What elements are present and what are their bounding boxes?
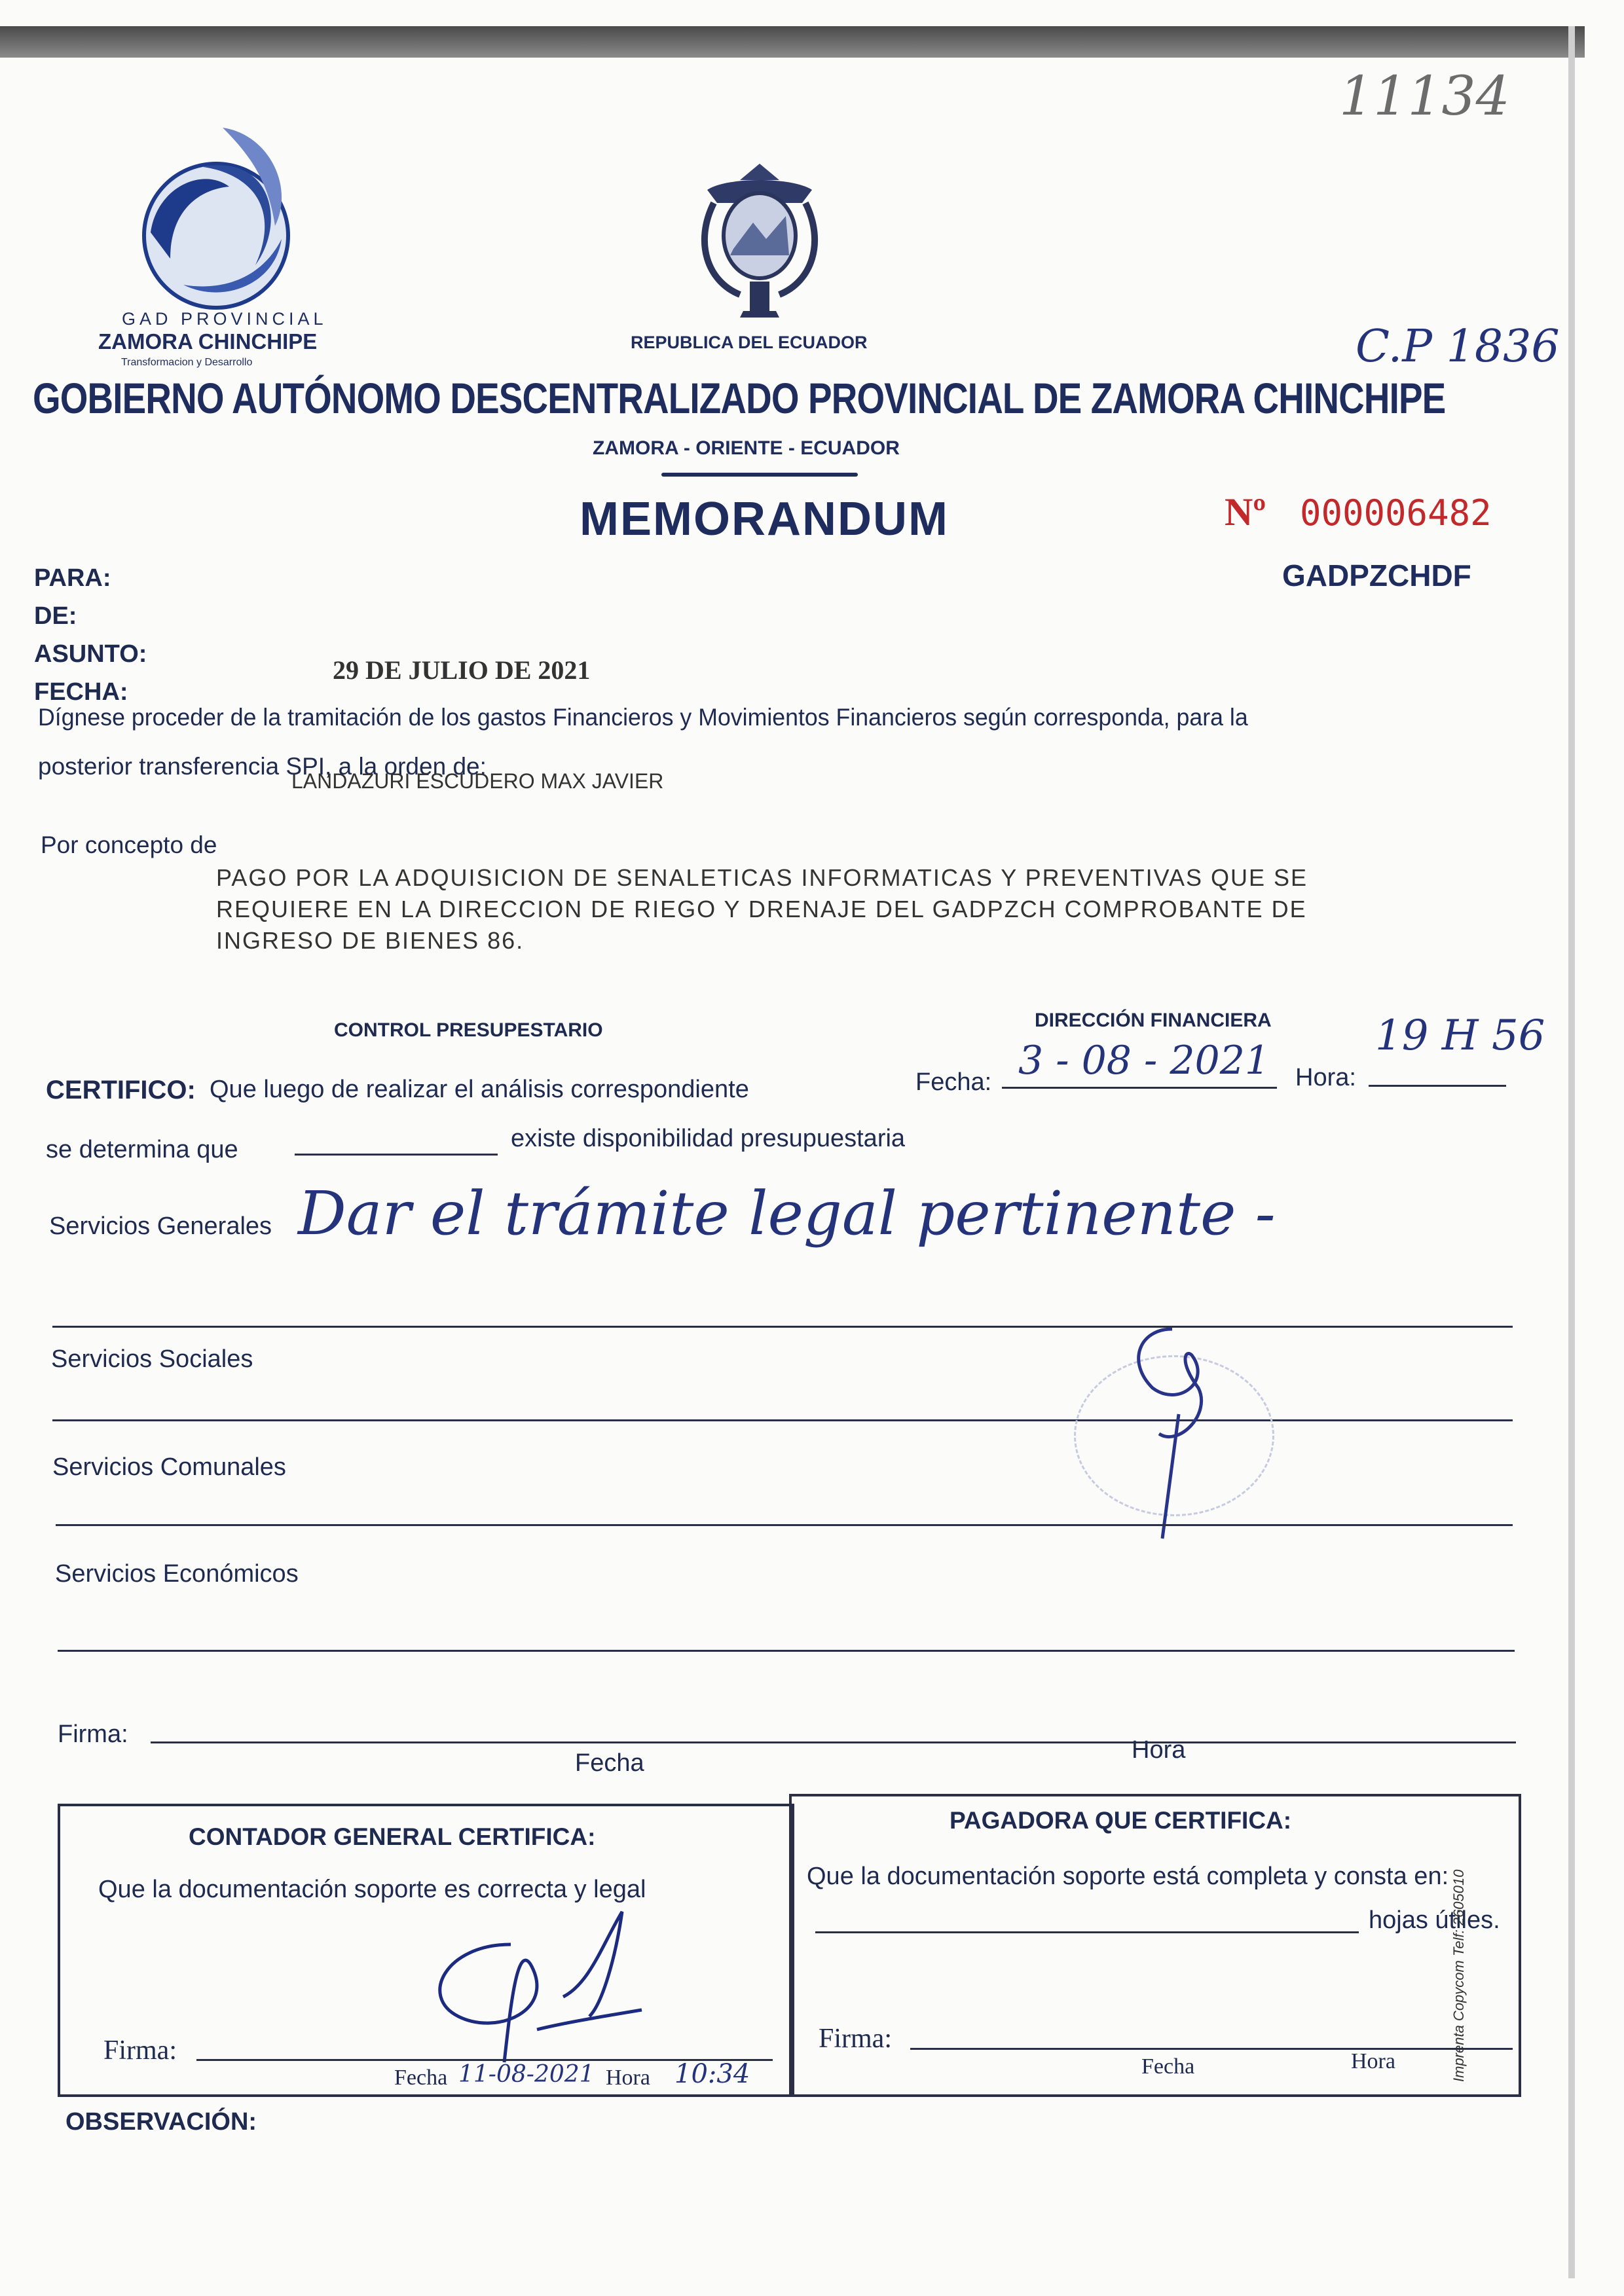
concepto-label: Por concepto de (41, 831, 217, 858)
contador-hora-label: Hora (606, 2066, 650, 2090)
contador-text: Que la documentación soporte es correcta y legal (98, 1876, 646, 1903)
determina-text: se determina que (46, 1136, 238, 1163)
contador-signature (406, 1905, 655, 2075)
logo-line1: GAD PROVINCIAL (122, 309, 327, 329)
certifico-text: Que luego de realizar el análisis correspondiente (210, 1076, 749, 1103)
coat-of-arms-icon (681, 151, 838, 321)
contador-fecha-hand: 11-08-2021 (458, 2061, 595, 2088)
control-firma-line (151, 1741, 1516, 1743)
provincial-logo (105, 115, 314, 311)
servicios-generales-label: Servicios Generales (49, 1212, 272, 1240)
economicos-line (58, 1650, 1515, 1652)
control-firma-label: Firma: (58, 1721, 128, 1748)
logo-line2: ZAMORA CHINCHIPE (98, 329, 318, 354)
memo-number: 000006482 (1300, 492, 1492, 534)
office-code: GADPZCHDF (1282, 558, 1471, 592)
comunales-line (56, 1524, 1513, 1526)
pagadora-fecha-label: Fecha (1141, 2054, 1195, 2079)
servicios-comunales-label: Servicios Comunales (52, 1453, 286, 1481)
contador-hora-hand: 10:34 (674, 2059, 750, 2089)
decorative-divider (661, 473, 858, 477)
control-hora-under: Hora (1132, 1736, 1186, 1764)
pagadora-firma-label: Firma: (819, 2024, 892, 2054)
fecha-value: 29 DE JULIO DE 2021 (333, 655, 591, 685)
label-asunto: ASUNTO: (34, 640, 147, 668)
ecuador-coat-of-arms (681, 151, 838, 321)
scan-top-border (0, 26, 1585, 58)
memorandum-title: MEMORANDUM (580, 493, 949, 545)
control-fecha-line (1002, 1087, 1277, 1089)
hojas-label: hojas útiles. (1369, 1906, 1500, 1934)
pagadora-hora-label: Hora (1351, 2049, 1395, 2073)
label-fecha: FECHA: (34, 678, 128, 706)
pagadora-title: PAGADORA QUE CERTIFICA: (950, 1807, 1292, 1834)
control-hora-line (1369, 1085, 1506, 1087)
concepto-line-3: INGRESO DE BIENES 86. (216, 927, 525, 954)
control-hora-hand: 19 H 56 (1375, 1011, 1545, 1060)
sociales-line (52, 1419, 1513, 1421)
pagadora-firma-line (910, 2048, 1513, 2050)
generales-line (52, 1326, 1513, 1328)
payee-name: LANDAZURI ESCUDERO MAX JAVIER (291, 769, 664, 793)
servicios-economicos-label: Servicios Económicos (55, 1560, 299, 1588)
label-de: DE: (34, 602, 77, 630)
concepto-line-2: REQUIERE EN LA DIRECCION DE RIEGO Y DRENAJE DEL GADPZCH COMPROBANTE DE (216, 896, 1307, 922)
pagadora-text: Que la documentación soporte está completa y consta en: (807, 1863, 1449, 1890)
certifico-label: CERTIFICO: (46, 1076, 196, 1104)
control-hora-label: Hora: (1295, 1064, 1356, 1091)
control-fecha-hand: 3 - 08 - 2021 (1018, 1038, 1270, 1084)
government-subtitle: ZAMORA - ORIENTE - ECUADOR (593, 437, 900, 459)
republic-label: REPUBLICA DEL ECUADOR (631, 333, 868, 352)
direccion-title: DIRECCIÓN FINANCIERA (1035, 1010, 1272, 1031)
concepto-line-1: PAGO POR LA ADQUISICION DE SENALETICAS INFORMATICAS Y PREVENTIVAS QUE SE (216, 864, 1308, 891)
body-line2: posterior transferencia SPI, a la orden de: (38, 753, 487, 780)
contador-title: CONTADOR GENERAL CERTIFICA: (189, 1823, 596, 1850)
logo-line3: Transformacion y Desarrollo (121, 357, 253, 368)
logo-swirl-icon (105, 115, 314, 311)
handwritten-note: Dar el trámite legal pertinente - (298, 1178, 1276, 1248)
contador-fecha-label: Fecha (394, 2066, 448, 2090)
scan-right-border (1568, 26, 1575, 2278)
existe-text: existe disponibilidad presupuestaria (511, 1125, 906, 1152)
government-title: GOBIERNO AUTÓNOMO DESCENTRALIZADO PROVINCIAL DE ZAMORA CHINCHIPE (33, 374, 1446, 422)
cp-note: C.P 1836 (1356, 321, 1560, 373)
contador-firma-label: Firma: (103, 2035, 177, 2066)
observacion-label: OBSERVACIÓN: (65, 2108, 257, 2136)
control-fecha-label: Fecha: (915, 1068, 992, 1096)
control-fecha-under: Fecha (575, 1749, 644, 1777)
imprenta-credit: Imprenta Copycom Telf: 2605010 (1450, 1869, 1467, 2082)
memo-number-prefix: Nº (1225, 490, 1266, 534)
stamp-number: 11134 (1339, 65, 1510, 128)
servicios-sociales-label: Servicios Sociales (51, 1345, 253, 1373)
label-para: PARA: (34, 564, 111, 592)
hojas-line (815, 1931, 1359, 1933)
determina-line (295, 1154, 498, 1156)
signature-mark (1100, 1316, 1251, 1552)
pagadora-box (789, 1794, 1521, 2097)
body-intro: Dígnese proceder de la tramitación de los gastos Financieros y Movimientos Financieros según corresponda, para la (38, 704, 1248, 731)
control-title: CONTROL PRESUPESTARIO (334, 1019, 603, 1041)
